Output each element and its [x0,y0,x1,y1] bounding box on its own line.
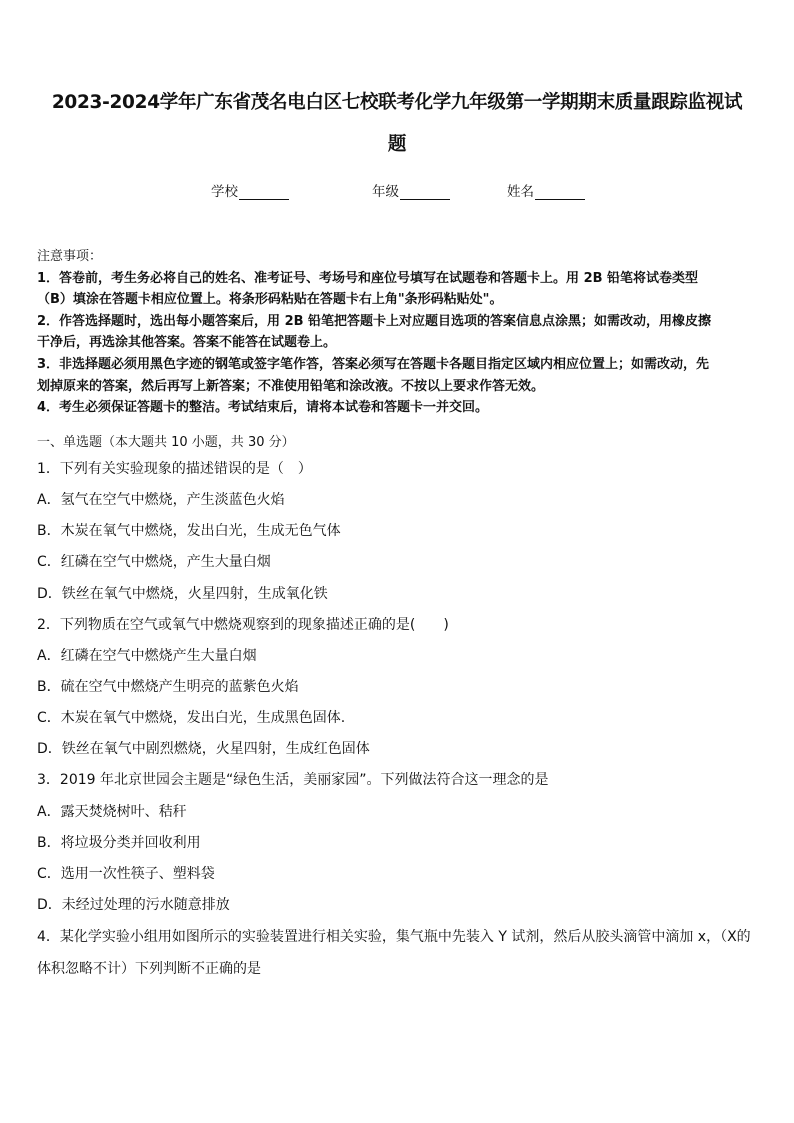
notice-heading: 注意事项： [37,249,103,264]
option-d: D．铁丝在氧气中剧烈燃烧，火星四射，生成红色固体 [37,741,370,757]
grade-blank[interactable] [400,185,450,200]
school-blank[interactable] [239,185,289,200]
option-b: B．将垃圾分类并回收利用 [37,835,201,851]
school-field[interactable] [211,180,289,200]
section-title: 一、单选题（本大题共 10 小题，共 30 分） [37,435,295,450]
option-b: B．硫在空气中燃烧产生明亮的蓝紫色火焰 [37,679,299,695]
notice-line: 3．非选择题必须用黑色字迹的钢笔或签字笔作答，答案必须写在答题卡各题目指定区域内相应位置上；如需改动，先 [37,356,710,372]
question-stem-continued: 体积忽略不计）下列判断不正确的是 [37,961,261,977]
notice-line: 4．考生必须保证答题卡的整洁。考试结束后，请将本试卷和答题卡一并交回。 [37,400,489,416]
name-field[interactable] [507,180,585,200]
notice-block [37,246,759,419]
exam-title-line2: 题 [387,134,407,155]
option-d: D．未经过处理的污水随意排放 [37,897,230,913]
option-c: C．红磷在空气中燃烧，产生大量白烟 [37,554,271,570]
option-a: A．露天焚烧树叶、秸秆 [37,804,187,820]
option-d: D．铁丝在氧气中燃烧，火星四射，生成氧化铁 [37,586,328,602]
notice-line: 划掉原来的答案，然后再写上新答案；不准使用铅笔和涂改液。不按以上要求作答无效。 [37,378,545,394]
grade-label: 年级 [372,184,399,200]
exam-title-line1: 2023-2024学年广东省茂名电白区七校联考化学九年级第一学期期末质量跟踪监视试 [51,92,743,113]
option-a: A．氢气在空气中燃烧，产生淡蓝色火焰 [37,492,285,508]
grade-field[interactable] [372,180,450,200]
option-c: C．选用一次性筷子、塑料袋 [37,866,215,882]
name-label: 姓名 [507,184,534,200]
question-stem: 4．某化学实验小组用如图所示的实验装置进行相关实验，集气瓶中先装入 Y 试剂，然后从胶头滴管中滴加 x，（X的 [37,929,751,945]
question-stem: 1．下列有关实验现象的描述错误的是（ ） [37,461,312,477]
notice-line: 干净后，再选涂其他答案。答案不能答在试题卷上。 [37,335,337,351]
option-a: A．红磷在空气中燃烧产生大量白烟 [37,648,257,664]
name-blank[interactable] [535,185,585,200]
notice-line: 1．答卷前，考生务必将自己的姓名、准考证号、考场号和座位号填写在试题卷和答题卡上。用 2B 铅笔将试卷类型 [37,270,699,286]
school-label: 学校 [211,184,238,200]
option-c: C．木炭在氧气中燃烧，发出白光，生成黑色固体. [37,710,346,726]
option-b: B．木炭在氧气中燃烧，发出白光，生成无色气体 [37,523,341,539]
notice-line: 2．作答选择题时，选出每小题答案后，用 2B 铅笔把答题卡上对应题目选项的答案信息点涂黑；如需改动，用橡皮擦 [37,313,712,329]
notice-line: （B）填涂在答题卡相应位置上。将条形码粘贴在答题卡右上角"条形码粘贴处"。 [37,292,503,308]
question-stem: 3．2019 年北京世园会主题是“绿色生活，美丽家园”。下列做法符合这一理念的是 [37,772,549,788]
question-stem: 2．下列物质在空气或氧气中燃烧观察到的现象描述正确的是( ) [37,617,449,633]
